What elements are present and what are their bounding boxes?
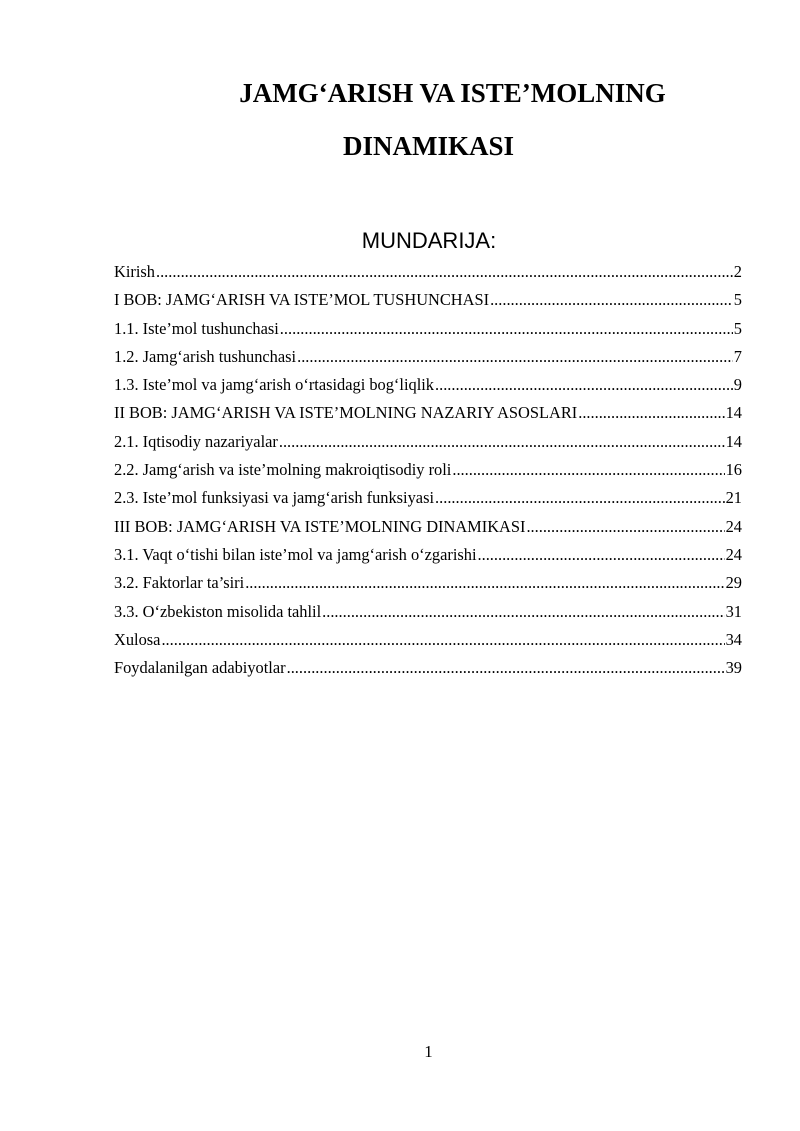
toc-dot-leader <box>161 626 724 654</box>
toc-entry-page: 31 <box>725 601 742 621</box>
toc-dot-leader <box>435 484 725 512</box>
toc-entry-page: 29 <box>725 573 742 593</box>
toc-dot-leader <box>490 286 733 314</box>
toc-dot-leader <box>156 258 733 286</box>
toc-entry-label: III BOB: JAMG‘ARISH VA ISTE’MOLNING DINAMIKASI <box>114 516 526 536</box>
toc-entry-xulosa[interactable] <box>114 626 742 654</box>
toc-entry-page: 5 <box>733 290 742 310</box>
toc-entry-page: 2 <box>733 262 742 281</box>
toc-entry-page: 39 <box>725 658 742 678</box>
toc-entry-page: 24 <box>725 516 742 536</box>
toc-entry-section-1-3[interactable] <box>114 371 742 399</box>
toc-entry-chapter-3[interactable] <box>114 513 742 541</box>
toc-dot-leader <box>452 456 724 484</box>
toc-entry-chapter-2[interactable] <box>114 399 742 427</box>
toc-entry-page: 16 <box>725 460 742 480</box>
toc-entry-section-3-1[interactable] <box>114 541 742 569</box>
toc-entry-label: 2.1. Iqtisodiy nazariyalar <box>114 431 278 451</box>
toc-dot-leader <box>578 399 724 427</box>
page-number: 1 <box>424 1042 433 1061</box>
toc-entry-label: 2.2. Jamg‘arish va iste’molning makroiqtisodiy roli <box>114 460 452 480</box>
toc-dot-leader <box>279 428 725 456</box>
toc-entry-label: 3.1. Vaqt o‘tishi bilan iste’mol va jamg‘arish o‘zgarishi <box>114 544 477 564</box>
toc-entry-label: 1.2. Jamg‘arish tushunchasi <box>114 346 297 366</box>
toc-dot-leader <box>287 654 725 682</box>
toc-entry-section-3-3[interactable] <box>114 598 742 626</box>
toc-entry-label: Xulosa <box>114 629 161 649</box>
toc-entry-section-2-2[interactable] <box>114 456 742 484</box>
toc-entry-adabiyotlar[interactable] <box>114 654 742 682</box>
toc-dot-leader <box>322 598 724 626</box>
toc-entry-label: 1.3. Iste’mol va jamg‘arish o‘rtasidagi bog‘liqlik <box>114 375 435 395</box>
toc-entry-label: 3.3. O‘zbekiston misolida tahlil <box>114 601 322 621</box>
document-title-line-2: DINAMIKASI <box>342 131 515 161</box>
toc-entry-label: 2.3. Iste’mol funksiyasi va jamg‘arish funksiyasi <box>114 488 435 508</box>
toc-entry-label: Foydalanilgan adabiyotlar <box>114 658 286 678</box>
toc-entry-page: 9 <box>733 375 742 395</box>
toc-dot-leader <box>245 569 724 597</box>
toc-entry-label: 1.1. Iste’mol tushunchasi <box>114 318 279 338</box>
toc-entry-label: I BOB: JAMG‘ARISH VA ISTE’MOL TUSHUNCHASI <box>114 290 490 310</box>
table-of-contents <box>114 258 742 682</box>
toc-entry-page: 34 <box>725 629 742 649</box>
toc-entry-section-1-1[interactable] <box>114 315 742 343</box>
toc-dot-leader <box>280 315 733 343</box>
toc-dot-leader <box>526 513 724 541</box>
toc-entry-section-1-2[interactable] <box>114 343 742 371</box>
toc-entry-page: 14 <box>725 403 742 423</box>
toc-entry-chapter-1[interactable] <box>114 286 742 314</box>
toc-entry-page: 21 <box>725 488 742 508</box>
toc-dot-leader <box>435 371 733 399</box>
toc-entry-page: 7 <box>733 346 742 366</box>
toc-dot-leader <box>297 343 733 371</box>
toc-entry-section-3-2[interactable] <box>114 569 742 597</box>
toc-entry-kirish[interactable] <box>114 258 742 286</box>
toc-entry-label: II BOB: JAMG‘ARISH VA ISTE’MOLNING NAZARIY ASOSLARI <box>114 403 578 423</box>
document-title-line-1: JAMG‘ARISH VA ISTE’MOLNING <box>239 78 666 108</box>
table-of-contents-heading: MUNDARIJA: <box>361 228 497 253</box>
toc-dot-leader <box>478 541 725 569</box>
toc-entry-page: 14 <box>725 431 742 451</box>
toc-entry-section-2-3[interactable] <box>114 484 742 512</box>
toc-entry-section-2-1[interactable] <box>114 428 742 456</box>
toc-entry-page: 24 <box>725 544 742 564</box>
toc-entry-page: 5 <box>733 318 742 338</box>
toc-entry-label: Kirish <box>114 262 155 281</box>
toc-entry-label: 3.2. Faktorlar ta’siri <box>114 573 245 593</box>
